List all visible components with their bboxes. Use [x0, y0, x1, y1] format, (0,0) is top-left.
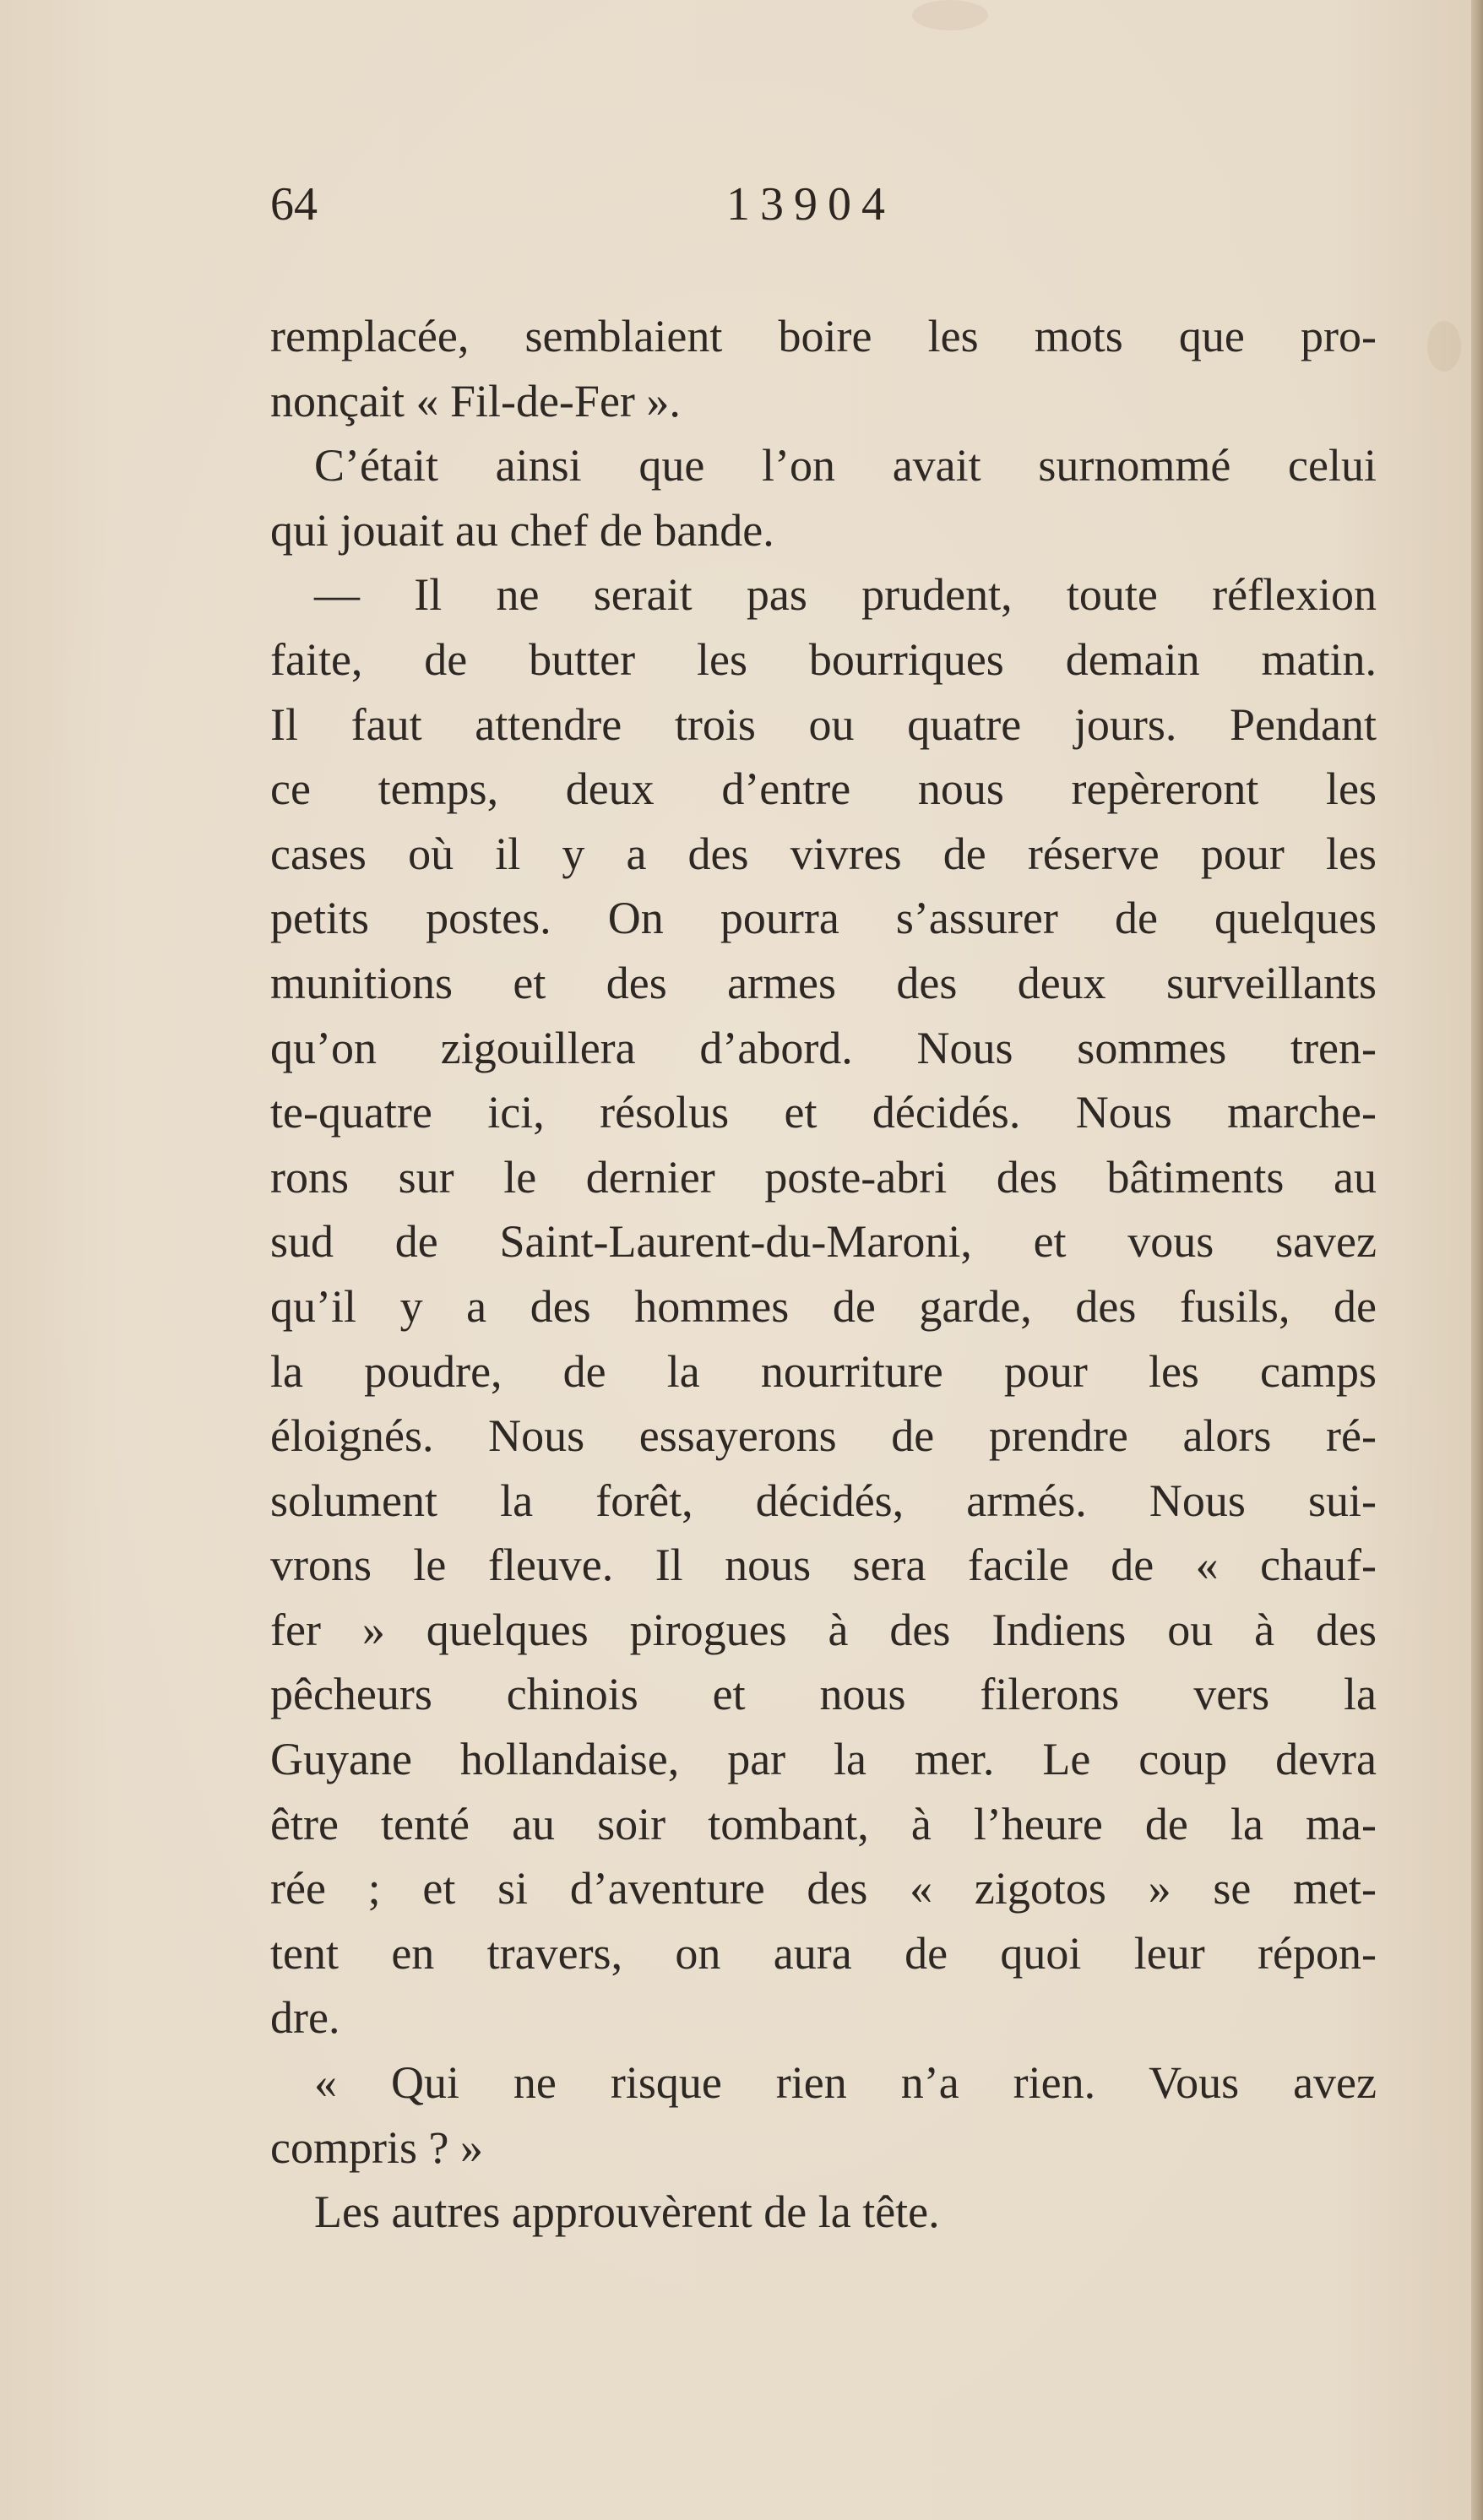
text-line: Les autres approuvèrent de la tête.	[314, 2186, 940, 2238]
paper-stain	[912, 0, 988, 30]
text-line: ce temps, deux d’entre nous repèreront les	[270, 763, 1377, 815]
text-line: cases où il y a des vivres de réserve pour les	[270, 828, 1377, 879]
text-line: remplacée, semblaient boire les mots que pro-	[270, 311, 1377, 361]
text-line: être tenté au soir tombant, à l’heure de la ma-	[270, 1798, 1377, 1849]
text-line: sud de Saint-Laurent-du-Maroni, et vous savez	[270, 1216, 1377, 1268]
running-title: 13904	[726, 178, 895, 231]
text-line: qu’il y a des hommes de garde, des fusils, de	[270, 1280, 1377, 1332]
text-line: C’était ainsi que l’on avait surnommé celui	[314, 440, 1377, 492]
text-line: — Il ne serait pas prudent, toute réflexion	[314, 569, 1377, 621]
text-line: Il faut attendre trois ou quatre jours. Pendant	[270, 698, 1377, 750]
text-line: munitions et des armes des deux surveillants	[270, 957, 1377, 1008]
text-line: solument la forêt, décidés, armés. Nous sui-	[270, 1475, 1377, 1526]
paper-stain	[1427, 321, 1461, 372]
text-line: qu’on zigouillera d’abord. Nous sommes tren-	[270, 1022, 1377, 1073]
page-edge	[1471, 0, 1483, 2520]
text-line: tent en travers, on aura de quoi leur répon-	[270, 1927, 1377, 1979]
text-line: petits postes. On pourra s’assurer de quelques	[270, 893, 1377, 944]
text-line: la poudre, de la nourriture pour les camps	[270, 1345, 1377, 1397]
text-line: fer » quelques pirogues à des Indiens ou à des	[270, 1604, 1377, 1655]
text-line: faite, de butter les bourriques demain matin.	[270, 633, 1377, 685]
text-line: nonçait « Fil-de-Fer ».	[270, 375, 681, 426]
text-line: vrons le fleuve. Il nous sera facile de « chauf-	[270, 1540, 1377, 1591]
body-text	[270, 304, 1377, 2245]
text-line: pêcheurs chinois et nous filerons vers la	[270, 1669, 1377, 1720]
page-number: 64	[270, 178, 318, 231]
text-line: dre.	[270, 1992, 340, 2044]
text-line: Guyane hollandaise, par la mer. Le coup devra	[270, 1734, 1377, 1785]
text-line: rée ; et si d’aventure des « zigotos » se met-	[270, 1863, 1377, 1914]
running-header	[270, 177, 1377, 245]
text-line: te-quatre ici, résolus et décidés. Nous marche-	[270, 1087, 1377, 1138]
text-line: qui jouait au chef de bande.	[270, 504, 774, 556]
text-line: éloignés. Nous essayerons de prendre alors ré-	[270, 1410, 1377, 1462]
text-line: « Qui ne risque rien n’a rien. Vous avez	[314, 2057, 1377, 2109]
text-line: rons sur le dernier poste-abri des bâtiments au	[270, 1151, 1377, 1203]
text-line: compris ? »	[270, 2121, 483, 2173]
